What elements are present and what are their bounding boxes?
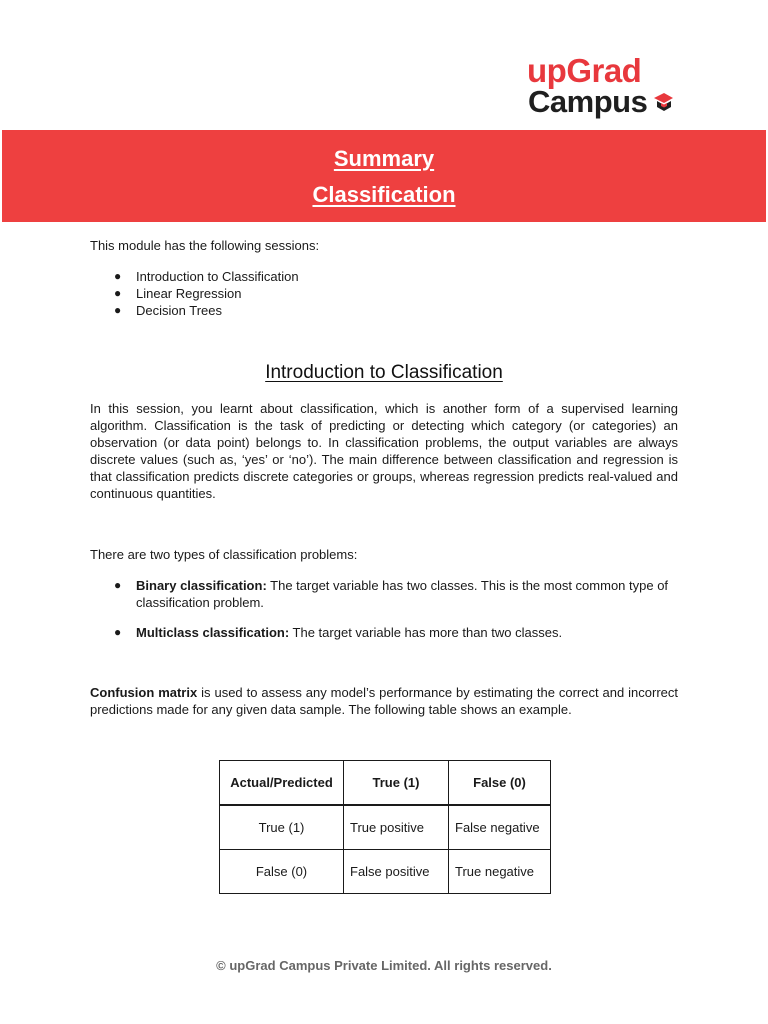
intro-text: This module has the following sessions: xyxy=(90,238,320,253)
bullet-icon: ● xyxy=(114,578,122,592)
table-cell: True negative xyxy=(449,850,551,894)
session-label: Introduction to Classification xyxy=(136,269,299,284)
logo-wordmark-campus: Campus xyxy=(528,84,648,119)
table-row-header: False (0) xyxy=(220,850,344,894)
classification-types-list xyxy=(90,577,678,641)
types-intro: There are two types of classification problems: xyxy=(90,547,358,562)
confusion-paragraph xyxy=(90,684,678,718)
brand-logo xyxy=(527,54,687,124)
table-header-cell: Actual/Predicted xyxy=(220,761,344,806)
table-cell: True positive xyxy=(344,805,449,850)
session-item xyxy=(90,268,678,285)
table-row xyxy=(220,805,551,850)
bullet-icon: ● xyxy=(114,625,122,639)
type-term: Multiclass classification: xyxy=(136,625,290,640)
section-heading: Introduction to Classification xyxy=(265,362,503,383)
table-header-row xyxy=(220,761,551,806)
title-banner xyxy=(2,130,766,222)
session-label: Linear Regression xyxy=(136,286,242,301)
table-header-cell: True (1) xyxy=(344,761,449,806)
table-cell: False positive xyxy=(344,850,449,894)
banner-title: Summary xyxy=(333,146,435,171)
bullet-icon: ● xyxy=(114,303,122,317)
type-term: Binary classification: xyxy=(136,578,267,593)
bullet-icon: ● xyxy=(114,269,122,283)
type-desc: The target variable has two classes. This is the most common type of classification problem. xyxy=(136,578,669,610)
session-label: Decision Trees xyxy=(136,303,222,318)
session-item xyxy=(90,285,678,302)
session-item xyxy=(90,302,678,319)
bullet-icon: ● xyxy=(114,286,122,300)
confusion-term: Confusion matrix xyxy=(90,685,198,700)
type-desc: The target variable has more than two classes. xyxy=(289,625,563,640)
logo-wordmark-upgrad: upGrad xyxy=(527,52,642,89)
table-cell: False negative xyxy=(449,805,551,850)
type-item xyxy=(90,624,678,641)
table-row-header: True (1) xyxy=(220,805,344,850)
session-list xyxy=(90,268,678,319)
graduation-cap-icon xyxy=(652,92,674,112)
banner-subtitle: Classification xyxy=(312,182,456,207)
type-item xyxy=(90,577,678,611)
table-row xyxy=(220,850,551,894)
section-paragraph: In this session, you learnt about classification, which is another form of a supervised learning algorithm. Classification is the task of predicting or detecting which category (or categories) an observation (or data point) belongs to. In classification problems, the output variables are always discrete values (such as, ‘yes’ or ‘no’). The main difference between classification and regression is that classification predicts discrete categories or groups, whereas regression predicts real-valued and continuous quantities. xyxy=(90,401,678,501)
confusion-desc: is used to assess any model’s performance by estimating the correct and incorrect predictions made for any given data sample. The following table shows an example. xyxy=(90,685,678,717)
table-header-cell: False (0) xyxy=(449,761,551,806)
copyright-footer: © upGrad Campus Private Limited. All rights reserved. xyxy=(216,958,552,973)
confusion-matrix-table xyxy=(219,760,551,894)
